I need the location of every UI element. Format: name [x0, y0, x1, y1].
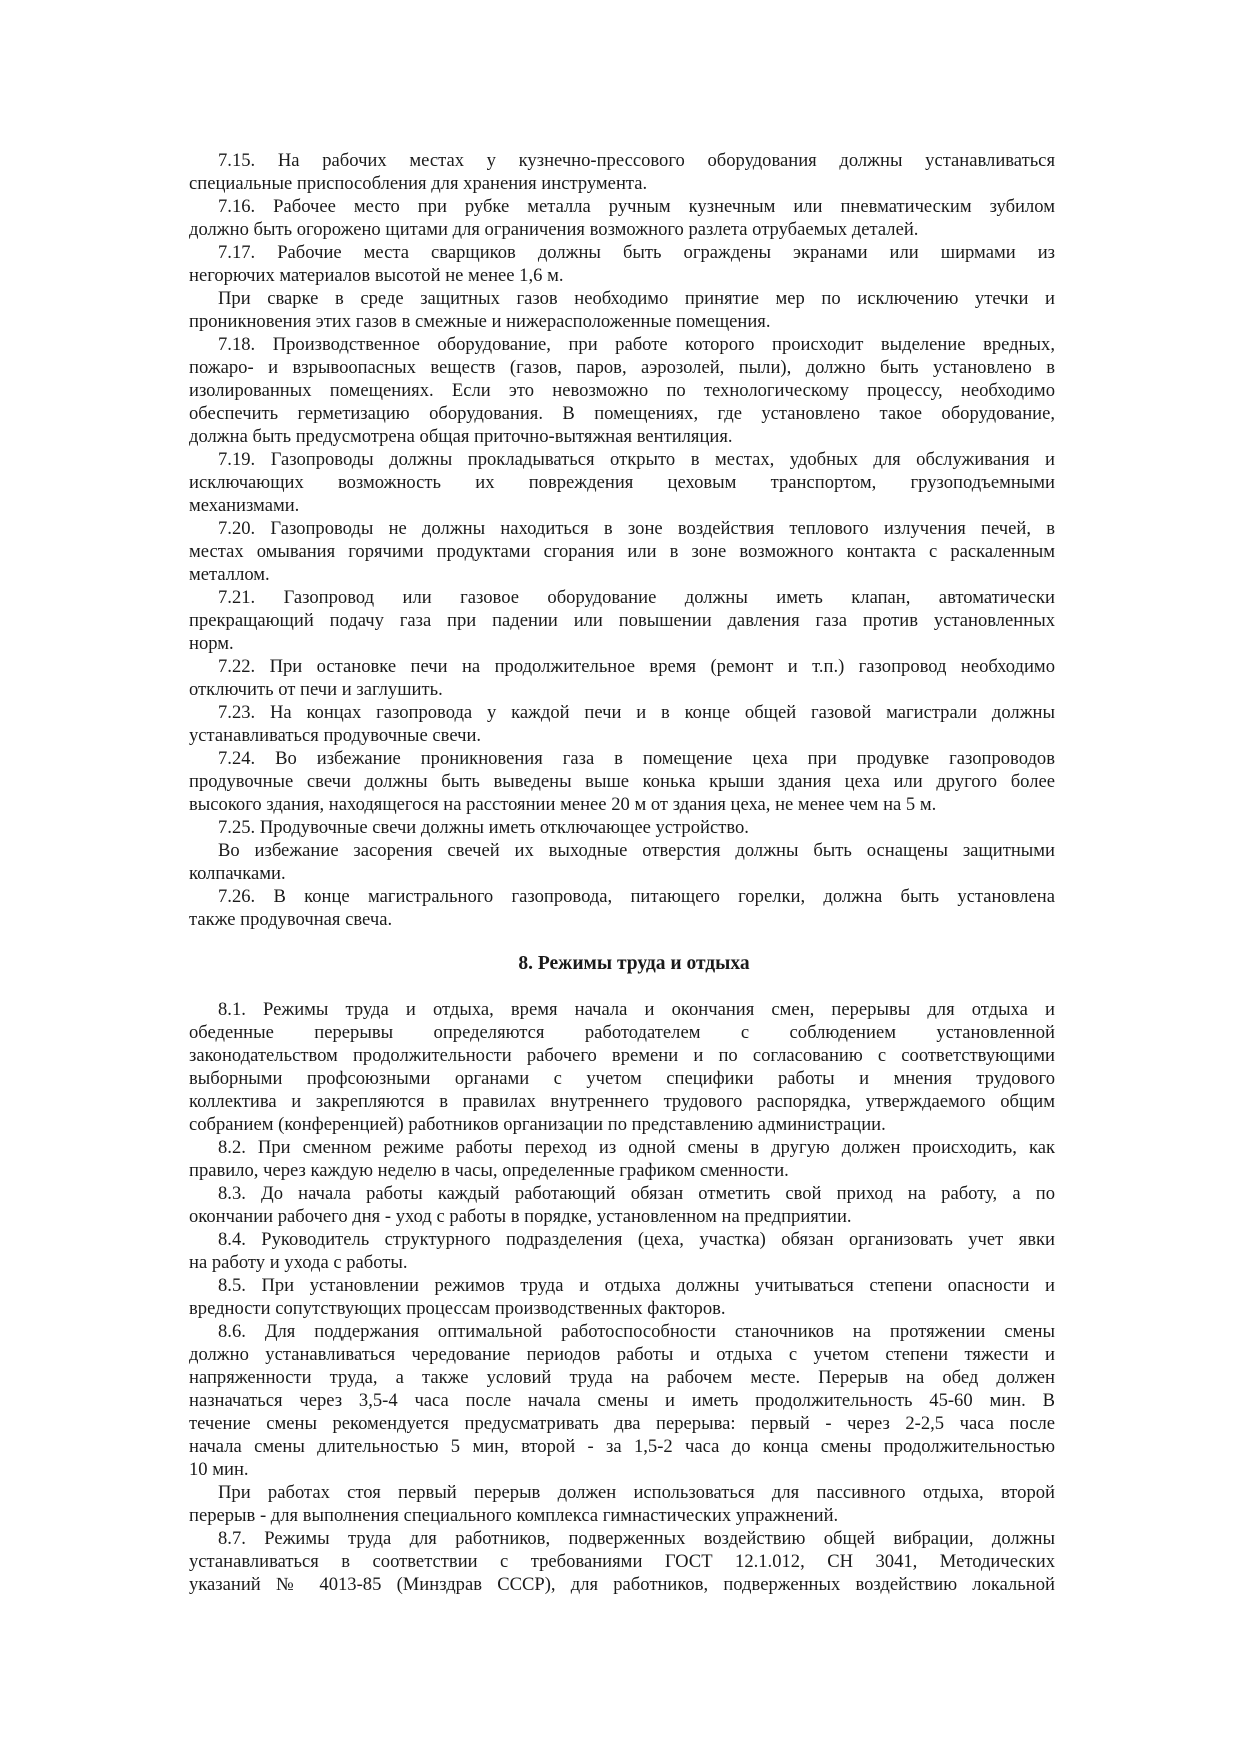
paragraph-line: правило, через каждую неделю в часы, определенные графиком сменности. [189, 1160, 789, 1181]
paragraph [189, 1481, 1055, 1527]
paragraph-line: коллектива и закрепляются в правилах внутреннего трудового распорядка, утверждаемого общим [189, 1091, 1055, 1112]
paragraph-line: изолированных помещениях. Если это невозможно по технологическому процессу, необходимо [189, 380, 1055, 401]
paragraph-line: 7.22. При остановке печи на продолжительное время (ремонт и т.п.) газопровод необходимо [218, 656, 1055, 677]
paragraph-line: начала смены длительностью 5 мин, второй - за 1,5-2 часа до конца смены продолжительностью [189, 1436, 1055, 1457]
paragraph-line: 7.15. На рабочих местах у кузнечно-прессового оборудования должны устанавливаться [218, 150, 1055, 171]
paragraph-line: проникновения этих газов в смежные и нижерасположенные помещения. [189, 311, 771, 332]
paragraph-line: 7.18. Производственное оборудование, при работе которого происходит выделение вредных, [218, 334, 1055, 355]
paragraph-line: 8.5. При установлении режимов труда и отдыха должны учитываться степени опасности и [218, 1275, 1055, 1296]
paragraph-line: должна быть предусмотрена общая приточно-вытяжная вентиляция. [189, 426, 733, 447]
paragraph-line: на работу и ухода с работы. [189, 1252, 408, 1273]
paragraph [189, 333, 1055, 448]
paragraph-line: 8.3. До начала работы каждый работающий обязан отметить свой приход на работу, а по [218, 1183, 1055, 1204]
paragraph-line: назначаться через 3,5-4 часа после начала смены и иметь продолжительность 45-60 мин. В [189, 1390, 1055, 1411]
paragraph [189, 885, 1055, 931]
paragraph-line: 7.25. Продувочные свечи должны иметь отключающее устройство. [218, 817, 749, 838]
paragraph-line: 8.1. Режимы труда и отдыха, время начала и окончания смен, перерывы для отдыха и [218, 999, 1055, 1020]
paragraph-line: Во избежание засорения свечей их выходные отверстия должны быть оснащены защитными [218, 840, 1055, 861]
paragraph-line: При работах стоя первый перерыв должен использоваться для пассивного отдыха, второй [218, 1482, 1055, 1503]
paragraph-line: обеденные перерывы определяются работодателем с соблюдением установленной [189, 1022, 1055, 1043]
paragraph-line: колпачками. [189, 863, 286, 884]
paragraph [189, 839, 1055, 885]
paragraph-line: устанавливаться продувочные свечи. [189, 725, 482, 746]
paragraph-line: окончании рабочего дня - уход с работы в порядке, установленном на предприятии. [189, 1206, 852, 1227]
paragraph-line: должно устанавливаться чередование периодов работы и отдыха с учетом степени тяжести и [189, 1344, 1055, 1365]
paragraph [189, 287, 1055, 333]
paragraph-line: 7.20. Газопроводы не должны находиться в зоне воздействия теплового излучения печей, в [218, 518, 1055, 539]
paragraph-line: специальные приспособления для хранения инструмента. [189, 173, 648, 194]
paragraph-line: отключить от печи и заглушить. [189, 679, 443, 700]
paragraph-line: 8.2. При сменном режиме работы переход из одной смены в другую должен происходить, как [218, 1137, 1055, 1158]
paragraph [189, 586, 1055, 655]
paragraph [189, 655, 1055, 701]
paragraph [189, 701, 1055, 747]
paragraph-line: 8.6. Для поддержания оптимальной работоспособности станочников на протяжении смены [218, 1321, 1055, 1342]
paragraph-line: указаний № 4013-85 (Минздрав СССР), для работников, подверженных воздействию локальной [189, 1574, 1055, 1595]
paragraph-line: также продувочная свеча. [189, 909, 393, 930]
paragraph-line: местах омывания горячими продуктами сгорания или в зоне возможного контакта с раскаленным [189, 541, 1055, 562]
paragraph-line: пожаро- и взрывоопасных веществ (газов, паров, аэрозолей, пыли), должно быть установлено в [189, 357, 1055, 378]
paragraph-line: 7.21. Газопровод или газовое оборудование должны иметь клапан, автоматически [218, 587, 1055, 608]
paragraph-line: 7.23. На концах газопровода у каждой печи и в конце общей газовой магистрали должны [218, 702, 1055, 723]
section-heading: 8. Режимы труда и отдыха [518, 953, 750, 974]
paragraph-line: обеспечить герметизацию оборудования. В помещениях, где установлено такое оборудование, [189, 403, 1055, 424]
paragraph-line: механизмами. [189, 495, 300, 516]
paragraph-line: устанавливаться в соответствии с требованиями ГОСТ 12.1.012, СН 3041, Методических [189, 1551, 1055, 1572]
paragraph-line: течение смены рекомендуется предусматривать два перерыва: первый - через 2-2,5 часа после [189, 1413, 1055, 1434]
paragraph [189, 1228, 1055, 1274]
paragraph-line: негорючих материалов высотой не менее 1,6 м. [189, 265, 564, 286]
paragraph-line: 8.4. Руководитель структурного подразделения (цеха, участка) обязан организовать учет явки [218, 1229, 1055, 1250]
paragraph-line: 7.19. Газопроводы должны прокладываться открыто в местах, удобных для обслуживания и [218, 449, 1055, 470]
paragraph-line: исключающих возможность их повреждения цеховым транспортом, грузоподъемными [189, 472, 1055, 493]
paragraph [189, 816, 1055, 839]
paragraph-line: металлом. [189, 564, 270, 585]
section-8-paragraphs [189, 998, 1055, 1596]
paragraph [189, 1320, 1055, 1481]
paragraph [189, 195, 1055, 241]
paragraph-line: вредности сопутствующих процессам производственных факторов. [189, 1298, 726, 1319]
paragraph-line: 7.17. Рабочие места сварщиков должны быть ограждены экранами или ширмами из [218, 242, 1055, 263]
paragraph [189, 241, 1055, 287]
paragraph-line: 8.7. Режимы труда для работников, подверженных воздействию общей вибрации, должны [218, 1528, 1055, 1549]
section-7-paragraphs [189, 149, 1055, 931]
paragraph-line: 10 мин. [189, 1459, 249, 1480]
paragraph-line: 7.24. Во избежание проникновения газа в помещение цеха при продувке газопроводов [218, 748, 1055, 769]
paragraph-line: высокого здания, находящегося на расстоянии менее 20 м от здания цеха, не менее чем на 5 м. [189, 794, 937, 815]
paragraph-line: 7.26. В конце магистрального газопровода, питающего горелки, должна быть установлена [218, 886, 1055, 907]
paragraph [189, 1274, 1055, 1320]
paragraph [189, 517, 1055, 586]
paragraph-line: прекращающий подачу газа при падении или повышении давления газа против установленных [189, 610, 1055, 631]
paragraph-line: норм. [189, 633, 234, 654]
paragraph-line: перерыв - для выполнения специального комплекса гимнастических упражнений. [189, 1505, 839, 1526]
paragraph-line: выборными профсоюзными органами с учетом специфики работы и мнения трудового [189, 1068, 1055, 1089]
paragraph-line: должно быть огорожено щитами для ограничения возможного разлета отрубаемых деталей. [189, 219, 919, 240]
paragraph-line: напряженности труда, а также условий труда на рабочем месте. Перерыв на обед должен [189, 1367, 1055, 1388]
paragraph-line: При сварке в среде защитных газов необходимо принятие мер по исключению утечки и [218, 288, 1055, 309]
paragraph [189, 1182, 1055, 1228]
paragraph [189, 1527, 1055, 1596]
paragraph-line: законодательством продолжительности рабочего времени и по согласованию с соответствующими [189, 1045, 1055, 1066]
paragraph [189, 998, 1055, 1136]
document-body [189, 149, 1055, 1596]
paragraph [189, 747, 1055, 816]
paragraph-line: 7.16. Рабочее место при рубке металла ручным кузнечным или пневматическим зубилом [218, 196, 1055, 217]
paragraph-line: продувочные свечи должны быть выведены выше конька крыши здания цеха или другого более [189, 771, 1055, 792]
paragraph [189, 448, 1055, 517]
paragraph [189, 149, 1055, 195]
paragraph-line: собранием (конференцией) работников организации по представлению администрации. [189, 1114, 886, 1135]
paragraph [189, 1136, 1055, 1182]
